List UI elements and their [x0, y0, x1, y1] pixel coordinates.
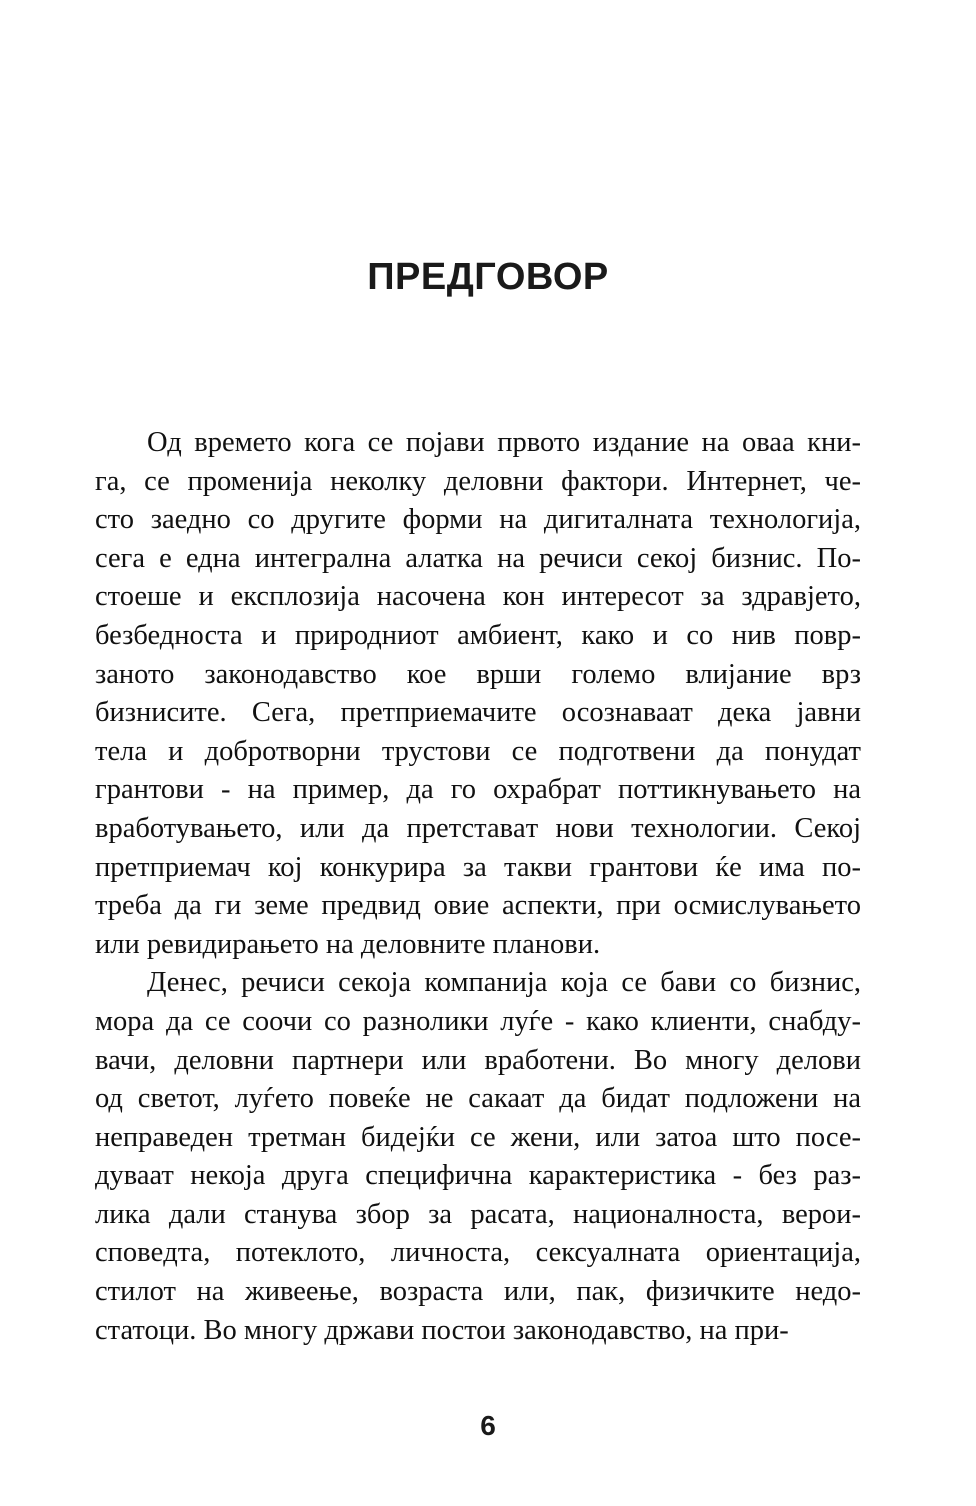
text-line: сега е една интегрална алатка на речиси секој бизнис. По-: [95, 542, 861, 574]
text-line: од светот, луѓето повеќе не сакаат да бидат подложени на: [95, 1083, 861, 1115]
paragraph-1: [95, 424, 861, 964]
page-number: 6: [480, 1410, 496, 1441]
paragraph-2: [95, 964, 861, 1350]
text-line: безбедноста и природниот амбиент, како и со нив повр-: [95, 619, 861, 651]
text-line: дуваат некоја друга специфична карактеристика - без раз-: [95, 1160, 861, 1192]
text-line: сповeдта, потеклото, личноста, сексуалната ориентација,: [95, 1237, 861, 1269]
text-line: вработувањето, или да претставaт нови технологии. Секој: [95, 812, 861, 844]
text-line: га, се промениja неколку деловни фактори. Интернет, че-: [95, 465, 861, 497]
text-line: статоци. Во многу држави постои законодавство, на при-: [95, 1314, 789, 1346]
text-line: Денес, речиси секоја компанија која се бави со бизнис,: [147, 967, 861, 999]
text-line: треба да ги земе предвид овие аспекти, при осмислувањето: [95, 890, 861, 922]
text-line: стилот на живеење, возраста или, пак, физичките недо-: [95, 1276, 861, 1308]
text-line: грантови - на пример, да го охрабрат поттикнувањето на: [95, 774, 861, 806]
page-title: ПРЕДГОВОР: [367, 256, 609, 298]
text-line: неправеден третман бидејќи се жени, или затоа што посе-: [95, 1121, 861, 1153]
text-line: мора да се соочи со разнолики луѓе - како клиенти, снабду-: [95, 1005, 861, 1037]
text-line: или ревидирањето на деловните планови.: [95, 928, 601, 960]
text-line: тела и добротворни трустови се подготвени да понудат: [95, 735, 861, 767]
text-line: стоеше и експлозија насочена кон интересот за здравјето,: [95, 581, 861, 613]
text-line: вачи, деловни партнери или вработени. Во многу делови: [95, 1044, 861, 1076]
text-line: бизнисите. Сега, претприемачите осознаваат дека јавни: [95, 697, 861, 729]
text-line: заното законодавство кое врши големо влијание врз: [95, 658, 861, 690]
text-line: лика дали станува збор за расата, националноста, верои-: [95, 1198, 861, 1230]
text-line: сто заедно со другите форми на дигиталната технологија,: [95, 504, 861, 536]
text-line: Од времето кога се појави првото издание на оваа кни-: [147, 427, 861, 458]
text-line: претприемач кој конкурира за такви грантови ќе има по-: [95, 851, 861, 883]
body-text-block: [95, 424, 861, 1350]
